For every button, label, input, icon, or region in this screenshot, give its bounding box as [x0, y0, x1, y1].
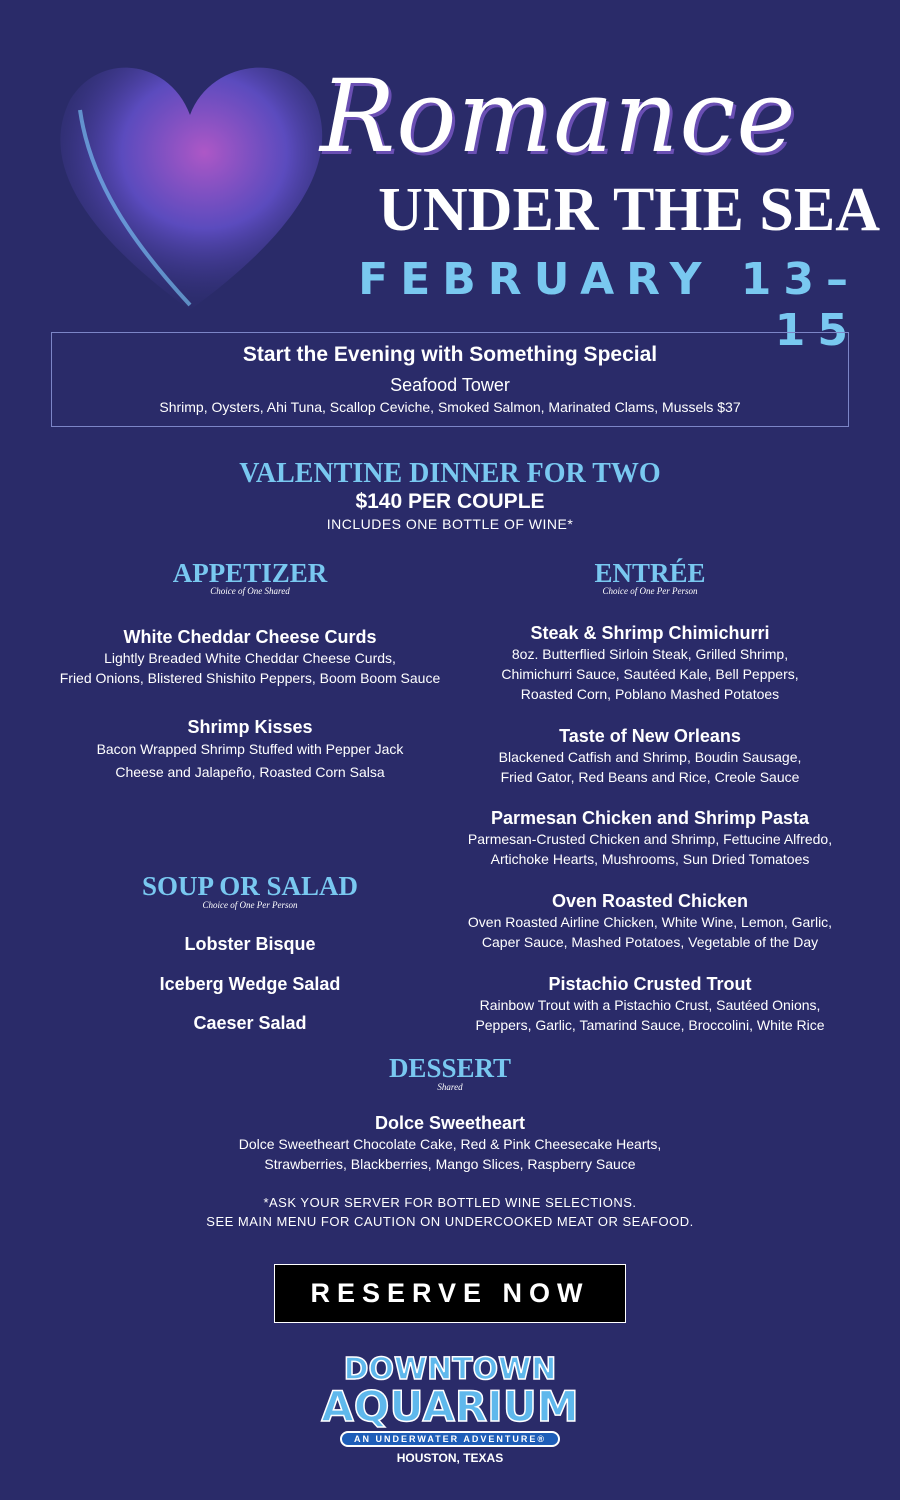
soup-salad-item: Iceberg Wedge Salad — [159, 974, 341, 994]
aquarium-logo[interactable] — [318, 1352, 582, 1479]
heart-graphic — [40, 40, 340, 330]
dinner-wine-note: INCLUDES ONE BOTTLE OF WINE* — [326, 516, 574, 532]
soup-salad-heading: SOUP OR SALAD — [141, 871, 359, 901]
menu-item — [440, 725, 860, 787]
item-name: Oven Roasted Chicken — [551, 891, 749, 911]
soup-salad-item: Caeser Salad — [193, 1013, 307, 1033]
logo-line2: AQUARIUM — [321, 1382, 579, 1431]
menu-item — [30, 626, 470, 688]
soup-salad-note: Choice of One Per Person — [202, 900, 298, 910]
appetizer-heading: APPETIZER — [172, 558, 328, 588]
event-dates: FEBRUARY 13–15 — [358, 254, 860, 356]
dessert-heading: DESSERT — [388, 1053, 512, 1083]
item-name: White Cheddar Cheese Curds — [123, 627, 377, 647]
item-desc: Cheese and Jalapeño, Roasted Corn Salsa — [115, 764, 385, 780]
item-desc: Fried Gator, Red Beans and Rice, Creole Sauce — [500, 769, 800, 785]
dessert-note: Shared — [437, 1082, 463, 1092]
item-desc: Caper Sauce, Mashed Potatoes, Vegetable of the Day — [481, 934, 819, 950]
special-heading: Start the Evening with Something Special — [242, 343, 658, 366]
item-name: Parmesan Chicken and Shrimp Pasta — [490, 808, 810, 828]
reserve-now-button[interactable]: RESERVE NOW — [274, 1264, 626, 1323]
menu-item — [440, 890, 860, 952]
item-desc: Oven Roasted Airline Chicken, White Wine, Lemon, Garlic, — [467, 914, 833, 930]
item-desc: Lightly Breaded White Cheddar Cheese Curds, — [104, 650, 396, 666]
item-desc: Dolce Sweetheart Chocolate Cake, Red & Pink Cheesecake Hearts, — [238, 1136, 662, 1152]
footnote-line: *ASK YOUR SERVER FOR BOTTLED WINE SELECTIONS. — [263, 1195, 637, 1210]
logo-line1: DOWNTOWN — [343, 1352, 557, 1387]
dinner-title: VALENTINE DINNER FOR TWO — [239, 458, 661, 489]
special-box — [51, 332, 849, 427]
special-item-desc: Shrimp, Oysters, Ahi Tuna, Scallop Ceviche, Smoked Salmon, Marinated Clams, Mussels $37 — [159, 399, 741, 415]
entree-note: Choice of One Per Person — [602, 586, 698, 596]
item-name: Shrimp Kisses — [187, 717, 313, 737]
menu-item — [440, 973, 860, 1035]
item-desc: Parmesan-Crusted Chicken and Shrimp, Fettucine Alfredo, — [467, 831, 833, 847]
item-name: Taste of New Orleans — [559, 726, 741, 746]
appetizer-note: Choice of One Shared — [210, 586, 290, 596]
item-name: Steak & Shrimp Chimichurri — [530, 623, 770, 643]
item-desc: Strawberries, Blackberries, Mango Slices, Raspberry Sauce — [264, 1156, 636, 1172]
menu-item — [30, 716, 470, 784]
item-desc: Roasted Corn, Poblano Mashed Potatoes — [520, 686, 780, 702]
menu-item — [150, 1112, 750, 1174]
item-desc: Rainbow Trout with a Pistachio Crust, Sautéed Onions, — [479, 997, 821, 1013]
item-name: Pistachio Crusted Trout — [548, 974, 752, 994]
hero-script-title: Romance — [320, 58, 797, 175]
menu-item — [440, 622, 860, 704]
item-desc: 8oz. Butterflied Sirloin Steak, Grilled Shrimp, — [511, 646, 789, 662]
logo-city: HOUSTON, TEXAS — [396, 1451, 504, 1465]
item-desc: Bacon Wrapped Shrimp Stuffed with Pepper Jack — [96, 741, 404, 757]
dinner-price: $140 PER COUPLE — [355, 490, 545, 513]
hero-subtitle: UNDER THE SEA — [378, 176, 880, 244]
soup-salad-item: Lobster Bisque — [184, 934, 316, 954]
item-desc: Blackened Catfish and Shrimp, Boudin Sausage, — [498, 749, 802, 765]
item-desc: Peppers, Garlic, Tamarind Sauce, Broccolini, White Rice — [475, 1017, 825, 1033]
item-desc: Chimichurri Sauce, Sautéed Kale, Bell Peppers, — [501, 666, 799, 682]
item-name: Dolce Sweetheart — [374, 1113, 526, 1133]
entree-heading: ENTRÉE — [594, 558, 706, 588]
footnote-line: SEE MAIN MENU FOR CAUTION ON UNDERCOOKED MEAT OR SEAFOOD. — [206, 1214, 694, 1229]
logo-tagline: AN UNDERWATER ADVENTURE® — [340, 1431, 560, 1447]
item-desc: Artichoke Hearts, Mushrooms, Sun Dried Tomatoes — [490, 851, 810, 867]
item-desc: Fried Onions, Blistered Shishito Peppers, Boom Boom Sauce — [59, 670, 441, 686]
footnote — [0, 1193, 900, 1231]
special-item-name: Seafood Tower — [390, 375, 510, 395]
menu-item — [440, 807, 860, 869]
